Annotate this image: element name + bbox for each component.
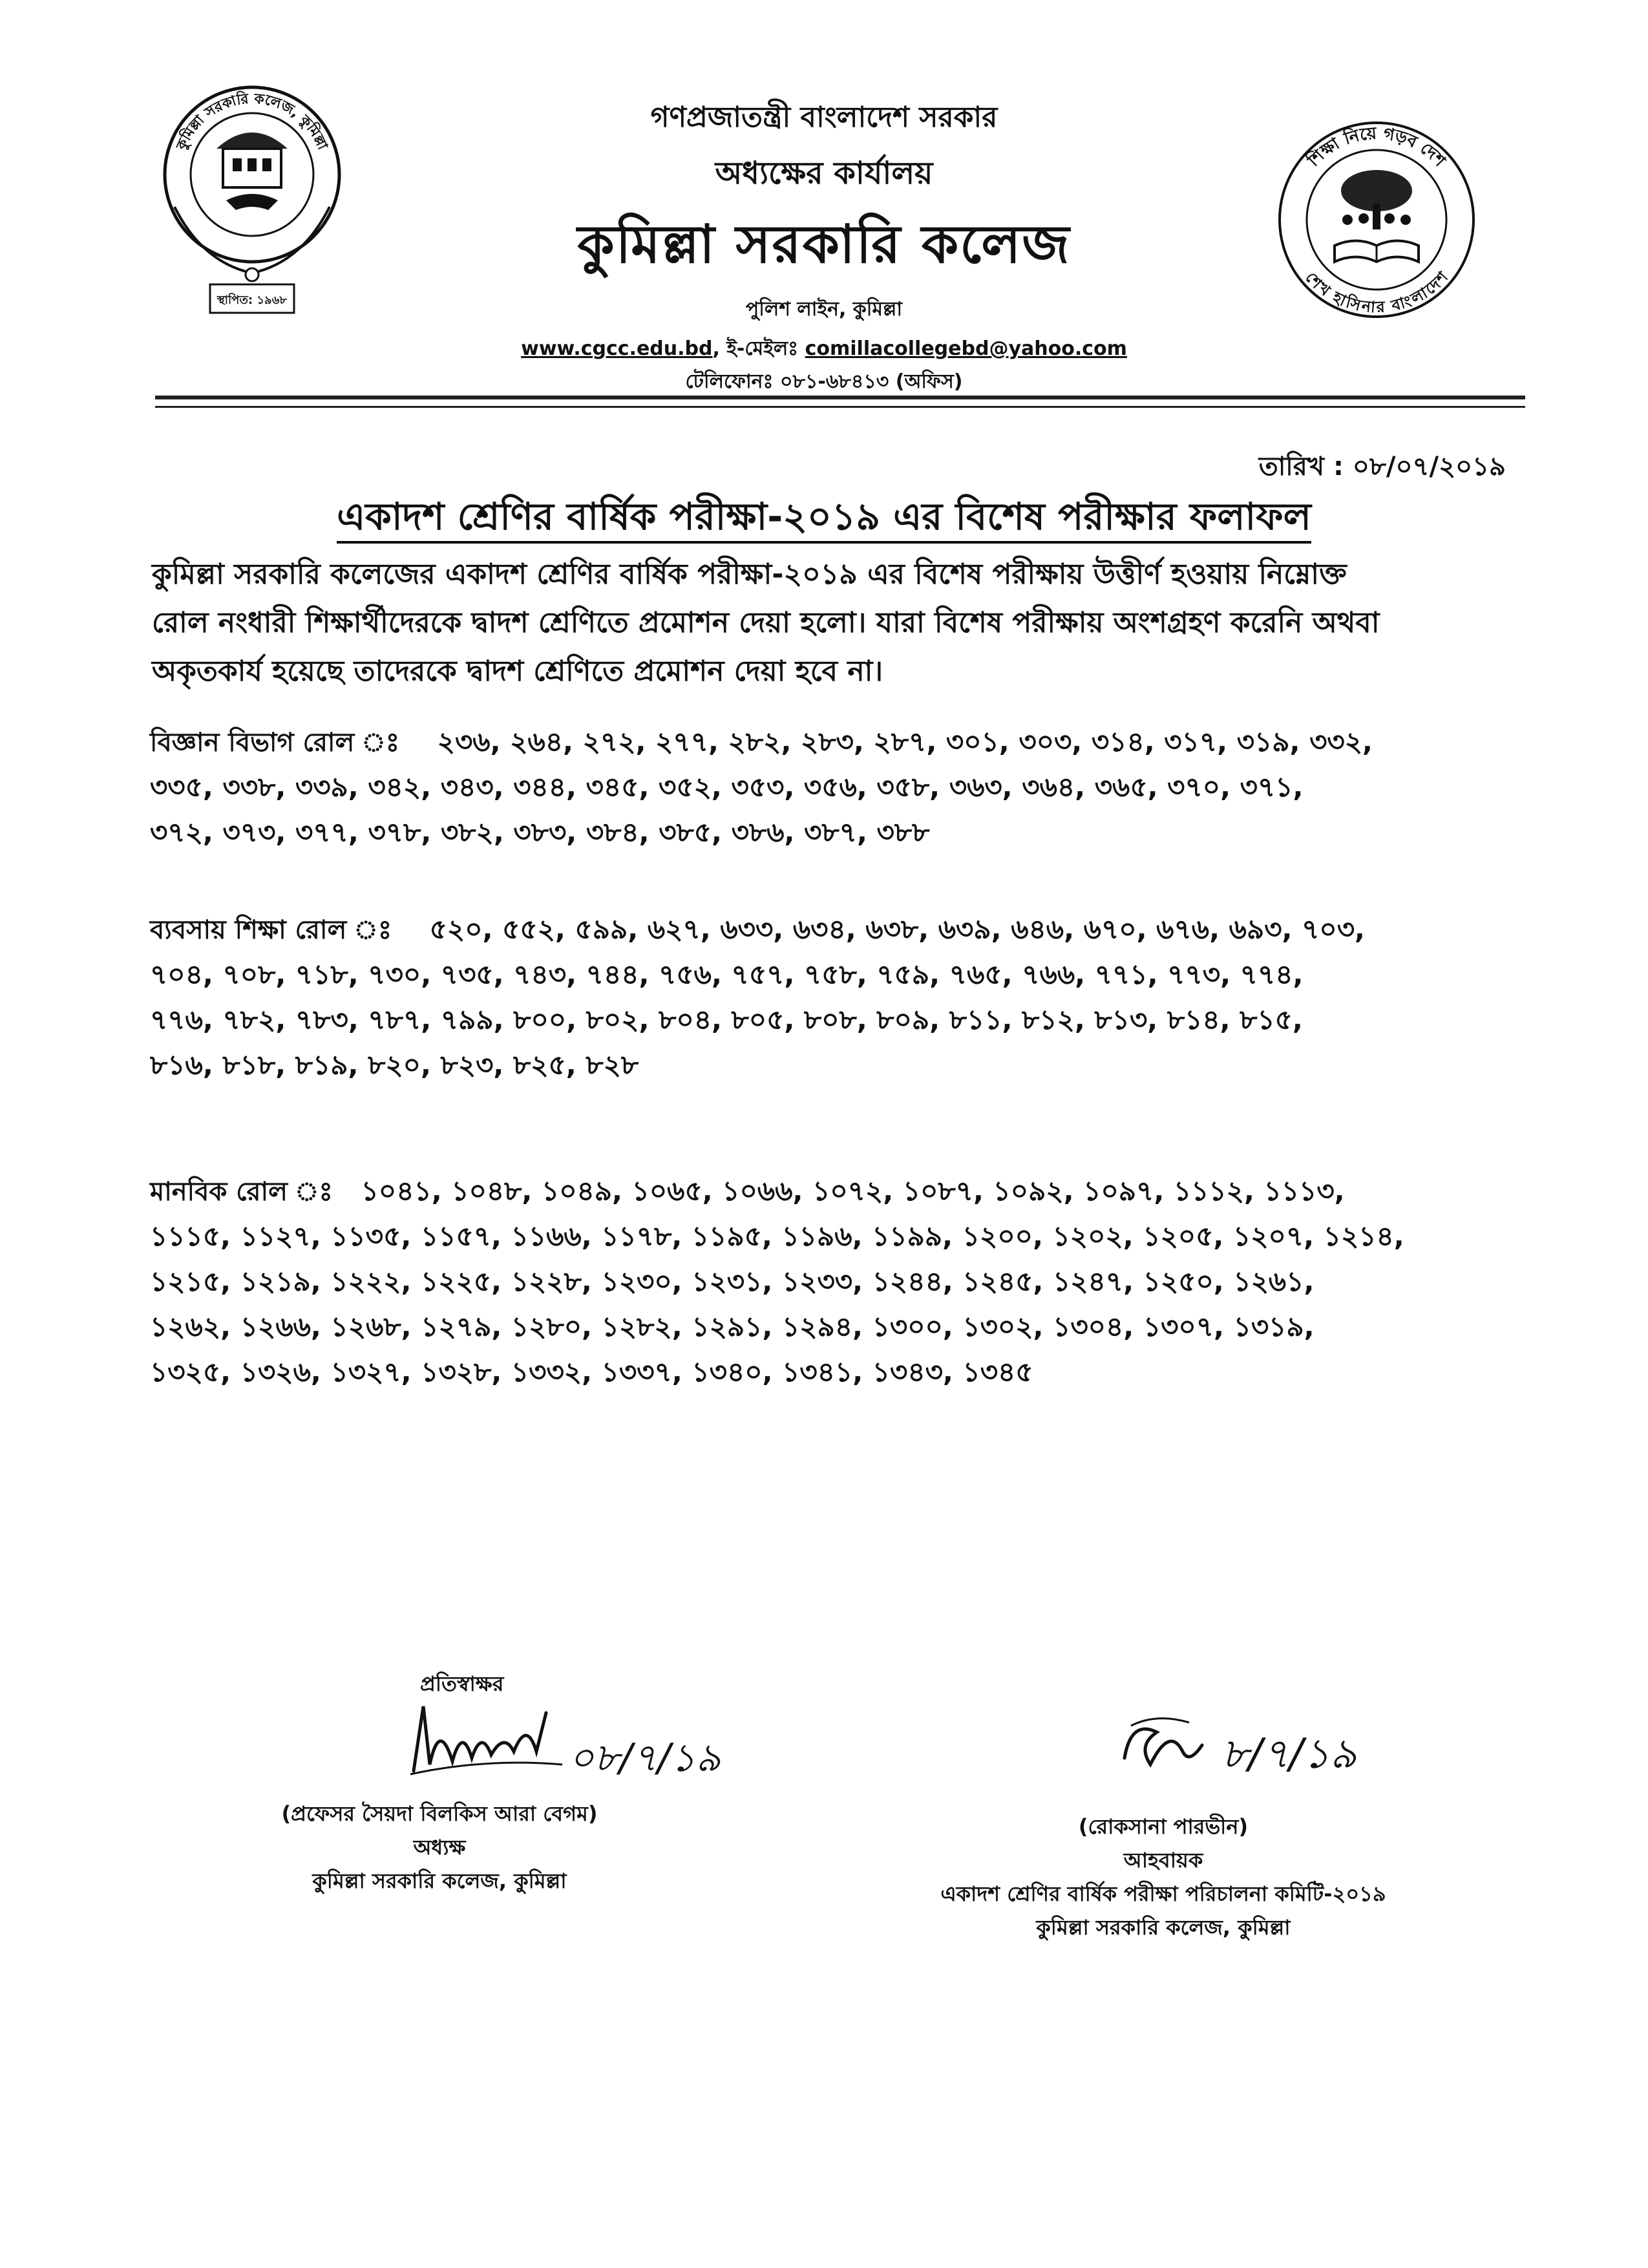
business-section-label: ব্যবসায় শিক্ষা রোল ঃ <box>150 915 392 945</box>
convener-signature-date: ৮/৭/১৯ <box>1221 1730 1357 1778</box>
right-logo-top-text: শিক্ষা নিয়ে গড়ব দেশ <box>1304 123 1450 171</box>
intro-line: অকৃতকার্য হয়েছে তাদেরকে দ্বাদশ শ্রেণিতে প্রমোশন দেয়া হবে না। <box>152 655 883 688</box>
right-logo-bottom-text: শেখ হাসিনার বাংলাদেশ <box>1302 268 1452 317</box>
committee-name: একাদশ শ্রেণির বার্ষিক পরীক্ষা পরিচালনা কমিটি-২০১৯ <box>940 1881 1386 1906</box>
roll-list: ১১১৫, ১১২৭, ১১৩৫, ১১৫৭, ১১৬৬, ১১৭৮, ১১৯৫, ১১৯৬, ১১৯৯, ১২০০, ১২০২, ১২০৫, ১২০৭, ১২১৪, <box>150 1220 1404 1252</box>
government-name: গণপ্রজাতন্ত্রী বাংলাদেশ সরকার <box>650 101 998 134</box>
roll-list: ১২৬২, ১২৬৬, ১২৬৮, ১২৭৯, ১২৮০, ১২৮২, ১২৯১, ১২৯৪, ১৩০০, ১৩০২, ১৩০৪, ১৩০৭, ১৩১৯, <box>150 1311 1315 1342</box>
roll-list: ৮১৬, ৮১৮, ৮১৯, ৮২০, ৮২৩, ৮২৫, ৮২৮ <box>150 1049 639 1081</box>
principal-designation: অধ্যক্ষ <box>413 1835 466 1860</box>
phone-number: টেলিফোনঃ ০৮১-৬৮৪১৩ (অফিস) <box>685 370 963 393</box>
intro-line: কুমিল্লা সরকারি কলেজের একাদশ শ্রেণির বার্ষিক পরীক্ষা-২০১৯ এর বিশেষ পরীক্ষায় উত্তীর্ণ হওয়ায় নিম্নোক্ত <box>152 558 1347 591</box>
notice-date <box>1259 446 1506 489</box>
convener-name: (রোকসানা পারভীন) <box>1078 1814 1249 1839</box>
email-label: ই-মেইলঃ <box>726 337 799 360</box>
humanities-section-label: মানবিক রোল ঃ <box>150 1177 333 1207</box>
roll-list: ৩৭২, ৩৭৩, ৩৭৭, ৩৭৮, ৩৮২, ৩৮৩, ৩৮৪, ৩৮৫, ৩৮৬, ৩৮৭, ৩৮৮ <box>150 816 930 848</box>
convener-designation: আহবায়ক <box>1123 1848 1203 1872</box>
science-section-label: বিজ্ঞান বিভাগ রোল ঃ <box>150 728 400 758</box>
left-logo-ring-text: কুমিল্লা সরকারি কলেজ, কুমিল্লা <box>173 90 331 153</box>
established-label: স্থাপিত: ১৯৬৮ <box>217 293 288 307</box>
science-roll-line <box>150 721 1373 767</box>
header-divider <box>155 396 1525 399</box>
header-divider-thin <box>155 406 1525 408</box>
roll-list: ৩৩৫, ৩৩৮, ৩৩৯, ৩৪২, ৩৪৩, ৩৪৪, ৩৪৫, ৩৫২, ৩৫৩, ৩৫৬, ৩৫৮, ৩৬৩, ৩৬৪, ৩৬৫, ৩৭০, ৩৭১, <box>150 771 1304 803</box>
principal-signature-date: ০৮/৭/১৯ <box>569 1735 721 1781</box>
college-name: কুমিল্লা সরকারি কলেজ <box>577 214 1071 275</box>
roll-list: ৭০৪, ৭০৮, ৭১৮, ৭৩০, ৭৩৫, ৭৪৩, ৭৪৪, ৭৫৬, ৭৫৭, ৭৫৮, ৭৫৯, ৭৬৫, ৭৬৬, ৭৭১, ৭৭৩, ৭৭৪, <box>150 959 1304 990</box>
email-link[interactable]: comillacollegebd@yahoo.com <box>805 337 1127 360</box>
convener-signature-block <box>847 1810 1480 1944</box>
principal-institution: কুমিল্লা সরকারি কলেজ, কুমিল্লা <box>312 1869 567 1893</box>
date-label: তারিখ : <box>1258 452 1344 482</box>
roll-list: ১২১৫, ১২১৯, ১২২২, ১২২৫, ১২২৮, ১২৩০, ১২৩১, ১২৩৩, ১২৪৪, ১২৪৫, ১২৪৭, ১২৫০, ১২৬১, <box>150 1266 1315 1297</box>
intro-line: রোল নংধারী শিক্ষার্থীদেরকে দ্বাদশ শ্রেণিতে প্রমোশন দেয়া হলো। যারা বিশেষ পরীক্ষায় অংশগ্রহণ করেনি অথবা <box>152 606 1380 639</box>
countersign-label: প্রতিস্বাক্ষর <box>420 1671 504 1696</box>
roll-list: ৭৭৬, ৭৮২, ৭৮৩, ৭৮৭, ৭৯৯, ৮০০, ৮০২, ৮০৪, ৮০৫, ৮০৮, ৮০৯, ৮১১, ৮১২, ৮১৩, ৮১৪, ৮১৫, <box>150 1004 1303 1035</box>
roll-list: ৫২০, ৫৫২, ৫৯৯, ৬২৭, ৬৩৩, ৬৩৪, ৬৩৮, ৬৩৯, ৬৪৬, ৬৭০, ৬৭৬, ৬৯৩, ৭০৩, <box>429 913 1365 945</box>
convener-institution: কুমিল্লা সরকারি কলেজ, কুমিল্লা <box>1036 1915 1291 1940</box>
notice-title: একাদশ শ্রেণির বার্ষিক পরীক্ষা-২০১৯ এর বিশেষ পরীক্ষার ফলাফল <box>0 488 1648 551</box>
roll-list: ১০৪১, ১০৪৮, ১০৪৯, ১০৬৫, ১০৬৬, ১০৭২, ১০৮৭, ১০৯২, ১০৯৭, ১১১২, ১১১৩, <box>361 1175 1345 1207</box>
roll-list: ১৩২৫, ১৩২৬, ১৩২৭, ১৩২৮, ১৩৩২, ১৩৩৭, ১৩৪০, ১৩৪১, ১৩৪৩, ১৩৪৫ <box>150 1356 1033 1388</box>
principal-name: (প্রফেসর সৈয়দা বিলকিস আরা বেগম) <box>281 1801 598 1826</box>
roll-list: ২৩৬, ২৬৪, ২৭২, ২৭৭, ২৮২, ২৮৩, ২৮৭, ৩০১, ৩০৩, ৩১৪, ৩১৭, ৩১৯, ৩৩২, <box>437 726 1373 758</box>
college-address: পুলিশ লাইন, কুমিল্লা <box>745 298 903 321</box>
convener-signature <box>1112 1700 1448 1793</box>
principal-signature-block <box>213 1797 666 1898</box>
contact-web-email: www.cgcc.edu.bd, ই-মেইলঃ comillacollegebd@yahoo.com <box>521 337 1127 360</box>
business-roll-line <box>150 908 1365 954</box>
humanities-roll-line <box>150 1170 1345 1216</box>
website-link[interactable]: www.cgcc.edu.bd <box>521 337 713 360</box>
office-name: অধ্যক্ষের কার্যালয় <box>715 155 933 191</box>
date-value: ০৮/০৭/২০১৯ <box>1352 452 1506 482</box>
principal-signature <box>407 1693 721 1793</box>
